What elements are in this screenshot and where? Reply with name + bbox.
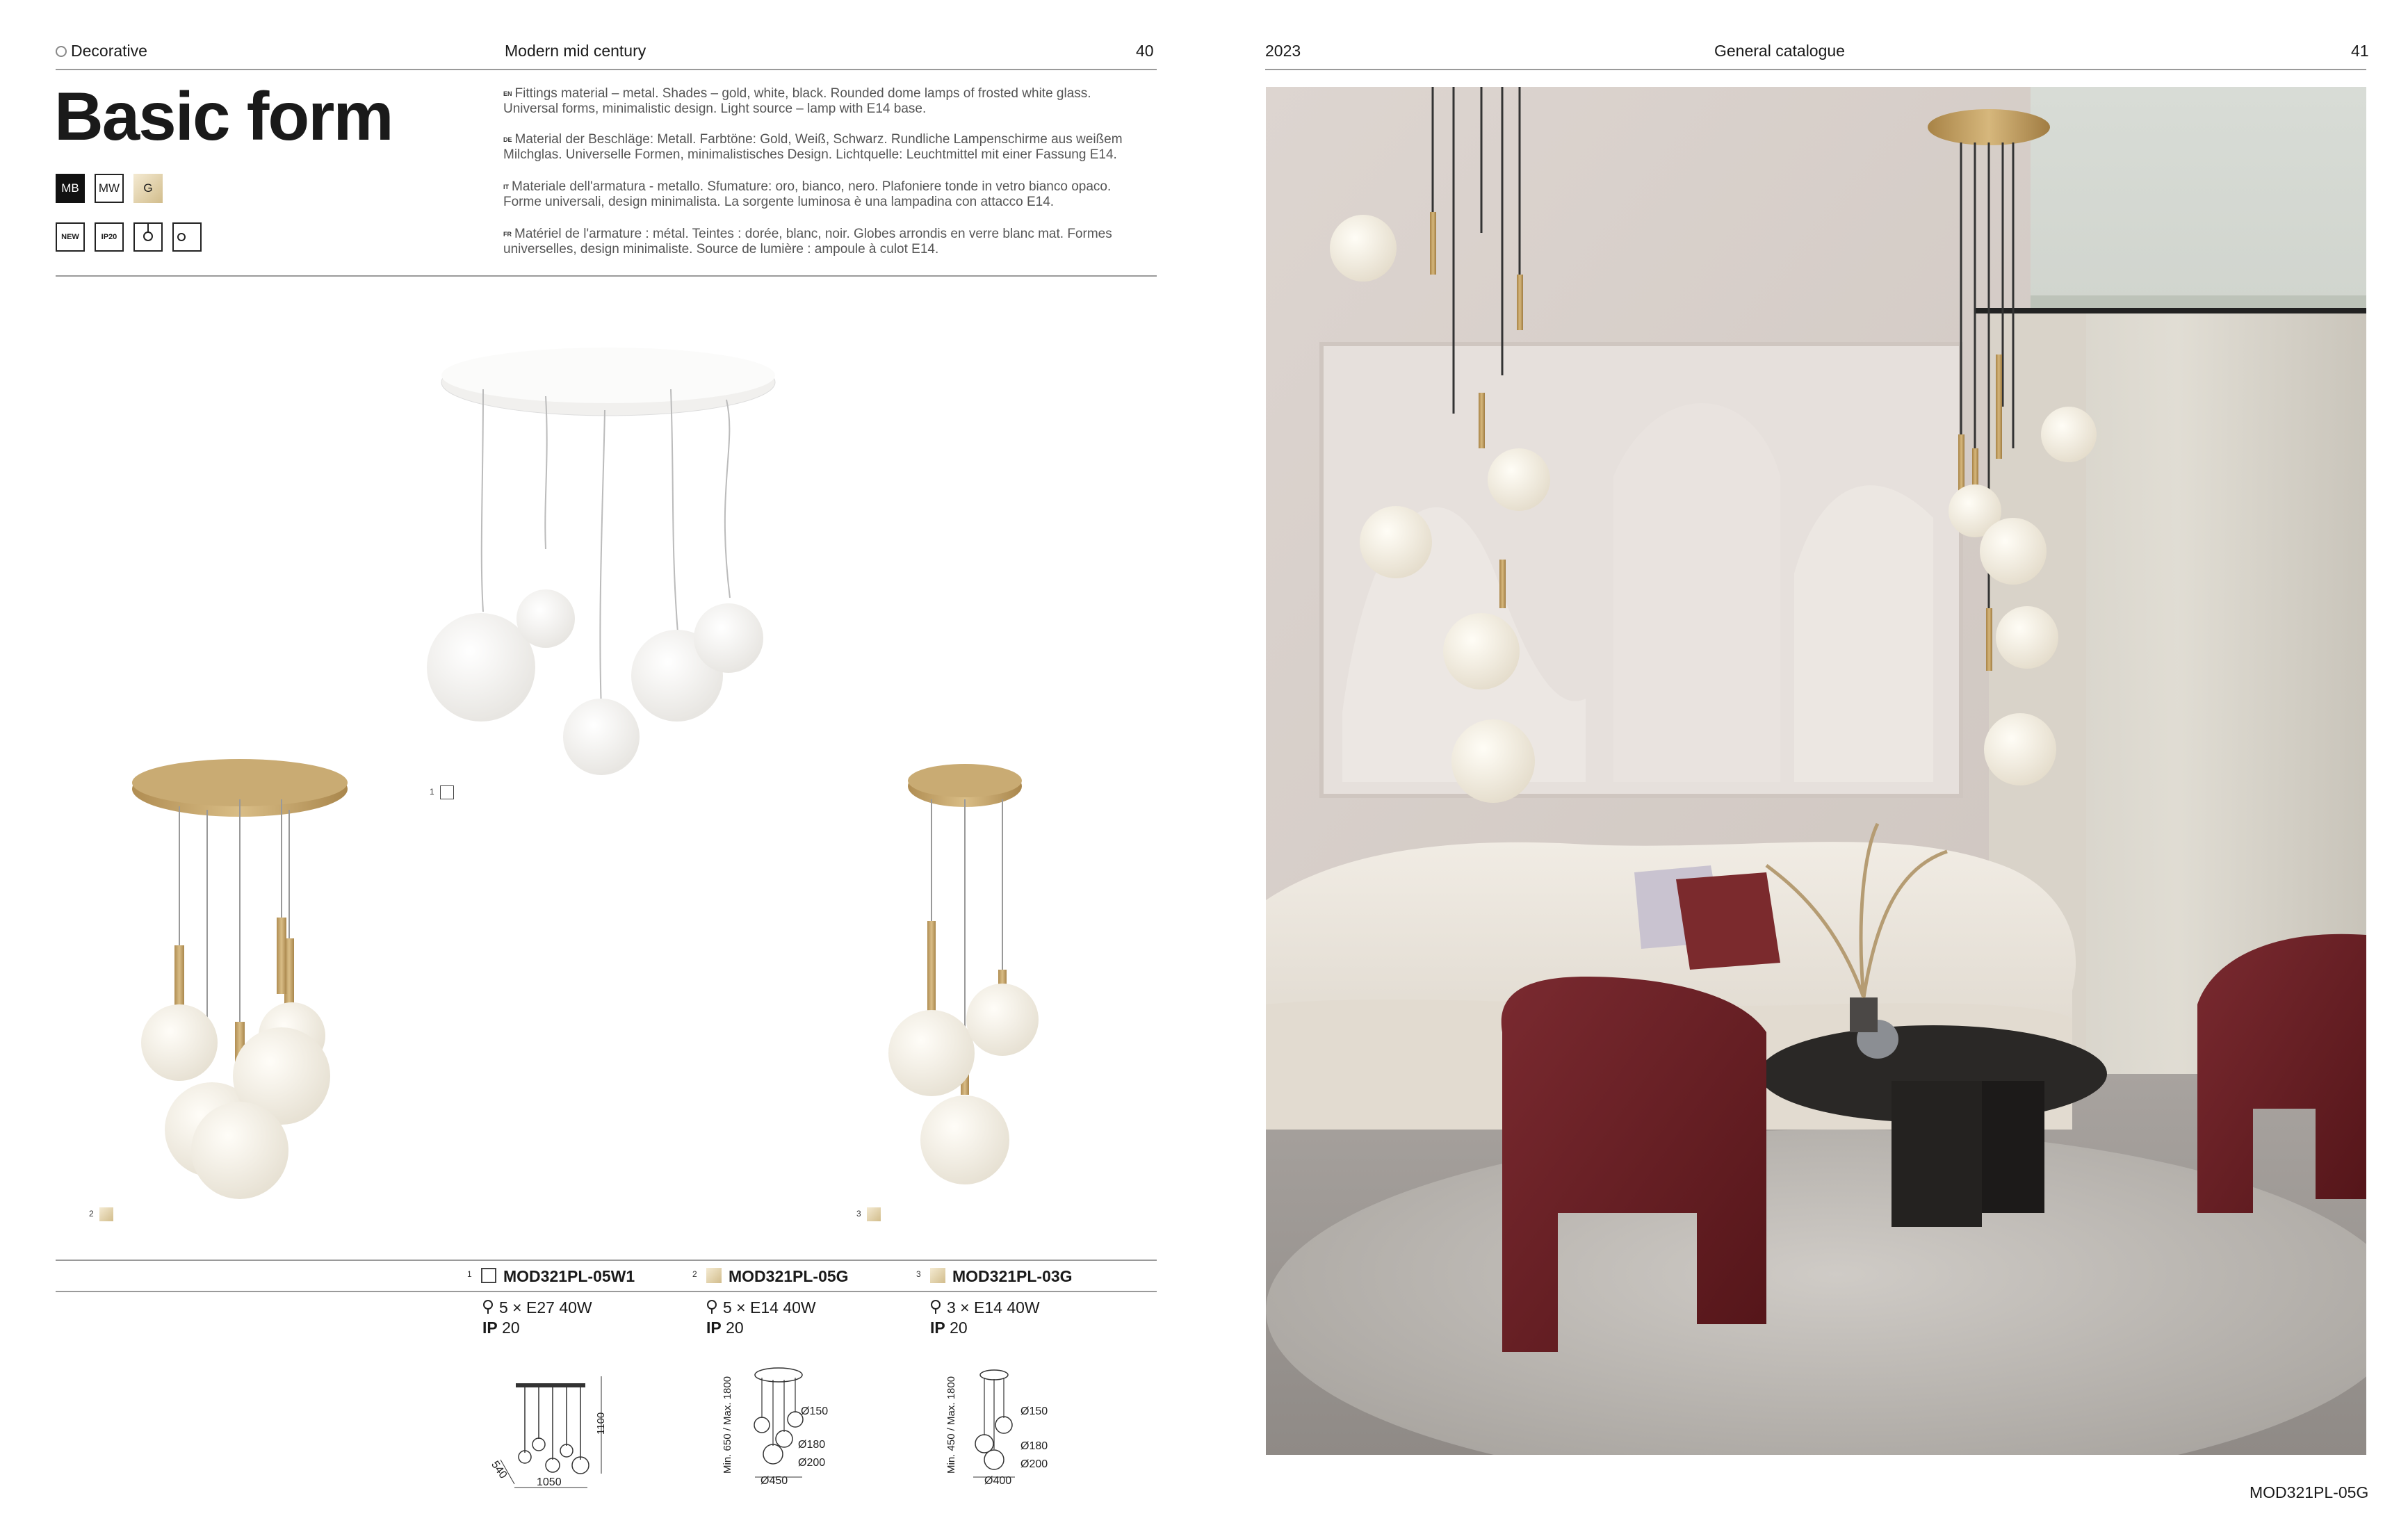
table-top-rule xyxy=(56,1260,1157,1261)
interior-photo xyxy=(1266,87,2366,1455)
product-3-base: Ø400 xyxy=(984,1475,1012,1487)
product-1-index: 1 xyxy=(467,1269,472,1279)
product-image-gold-5-light xyxy=(125,758,361,1203)
bulb-icon xyxy=(706,1300,717,1315)
product-1-height: 1100 xyxy=(595,1412,607,1435)
product-2-index: 2 xyxy=(692,1269,697,1279)
photo-caption: MOD321PL-05G xyxy=(2250,1483,2369,1501)
pendant-icon xyxy=(133,222,163,252)
header-rule-right xyxy=(1265,69,2366,70)
image-caption-1: 1 xyxy=(430,785,454,799)
product-3-code: MOD321PL-03G xyxy=(952,1267,1073,1285)
product-3-index: 3 xyxy=(916,1269,921,1279)
product-3-d3: Ø200 xyxy=(1020,1458,1048,1470)
page-title: Basic form xyxy=(54,78,393,154)
product-3-d2: Ø180 xyxy=(1020,1440,1048,1452)
product-2-d3: Ø200 xyxy=(798,1457,826,1469)
product-1-ip: IP 20 xyxy=(482,1319,520,1337)
product-1-swatch xyxy=(481,1268,496,1283)
description-it: $^{IT}$ Materiale dell'armatura - metallo. Sfumature: oro, bianco, nero. Plafoniere tonde in vetro bianco opaco. Forme universali, design minimalista. La sorgente luminosa è una lampadina con attacco E14. xyxy=(503,179,1112,209)
badge-ip20: IP20 xyxy=(95,222,124,252)
product-image-gold-3-light xyxy=(883,761,1050,1199)
product-1-width: 1050 xyxy=(537,1476,562,1488)
product-image-white-pendant xyxy=(417,348,792,792)
product-3-range: Min. 450 / Max. 1800 xyxy=(945,1376,957,1474)
product-2-base: Ø450 xyxy=(760,1475,788,1487)
page-number-right: 41 xyxy=(2351,42,2369,60)
badge-new: NEW xyxy=(56,222,85,252)
description-fr: $^{FR}$ Matériel de l'armature : métal. Teintes : dorée, blanc, noir. Globes arrondis en verre blanc mat. Formes universelles, design minimaliste. Source de lumière : ampoule à culot E14. xyxy=(503,227,1112,256)
bulb-icon xyxy=(930,1300,941,1315)
section-indicator[interactable] xyxy=(56,42,147,60)
product-1-code: MOD321PL-05W1 xyxy=(503,1267,635,1285)
product-2-d1: Ø150 xyxy=(801,1405,829,1417)
description-rule xyxy=(56,275,1157,277)
product-2-range: Min. 650 / Max. 1800 xyxy=(722,1376,733,1474)
collection-label: Modern mid century xyxy=(505,42,646,60)
header-rule-left xyxy=(56,69,1157,70)
page-number-left: 40 xyxy=(1136,42,1154,60)
circle-icon xyxy=(56,46,67,57)
finish-g: G xyxy=(133,174,163,203)
product-3-swatch xyxy=(930,1268,945,1283)
dimmable-icon xyxy=(172,222,202,252)
product-2-swatch xyxy=(706,1268,722,1283)
catalogue-label: General catalogue xyxy=(1714,42,1845,60)
bulb-icon xyxy=(482,1300,494,1315)
product-1-depth: 540 xyxy=(489,1458,510,1481)
product-3-ip: IP 20 xyxy=(930,1319,968,1337)
finish-mb: MB xyxy=(56,174,85,203)
section-label: Decorative xyxy=(71,42,147,60)
finish-mw: MW xyxy=(95,174,124,203)
product-2-code: MOD321PL-05G xyxy=(729,1267,849,1285)
product-2-ip: IP 20 xyxy=(706,1319,744,1337)
description-en: $^{EN}$ Fittings material – metal. Shades – gold, white, black. Rounded dome lamps of frosted white glass. Universal forms, minimalistic design. Light source – lamp with E14 base. xyxy=(503,86,1091,116)
product-2-d2: Ø180 xyxy=(798,1439,826,1451)
image-caption-2: 2 xyxy=(89,1207,113,1221)
product-3-bulb: 3 × E14 40W xyxy=(930,1297,1040,1318)
table-mid-rule xyxy=(56,1291,1157,1292)
product-2-bulb: 5 × E14 40W xyxy=(706,1297,816,1318)
product-1-bulb: 5 × E27 40W xyxy=(482,1297,592,1318)
description-de: $^{DE}$ Material der Beschläge: Metall. Farbtöne: Gold, Weiß, Schwarz. Rundliche Lampenschirme aus weißem Milchglas. Universelle Formen, minimalistisches Design. Lichtquelle: Leuchtmittel mit einer Fassung E14. xyxy=(503,132,1123,162)
product-3-d1: Ø150 xyxy=(1020,1405,1048,1417)
image-caption-3: 3 xyxy=(856,1207,881,1221)
year-label: 2023 xyxy=(1265,42,1301,60)
